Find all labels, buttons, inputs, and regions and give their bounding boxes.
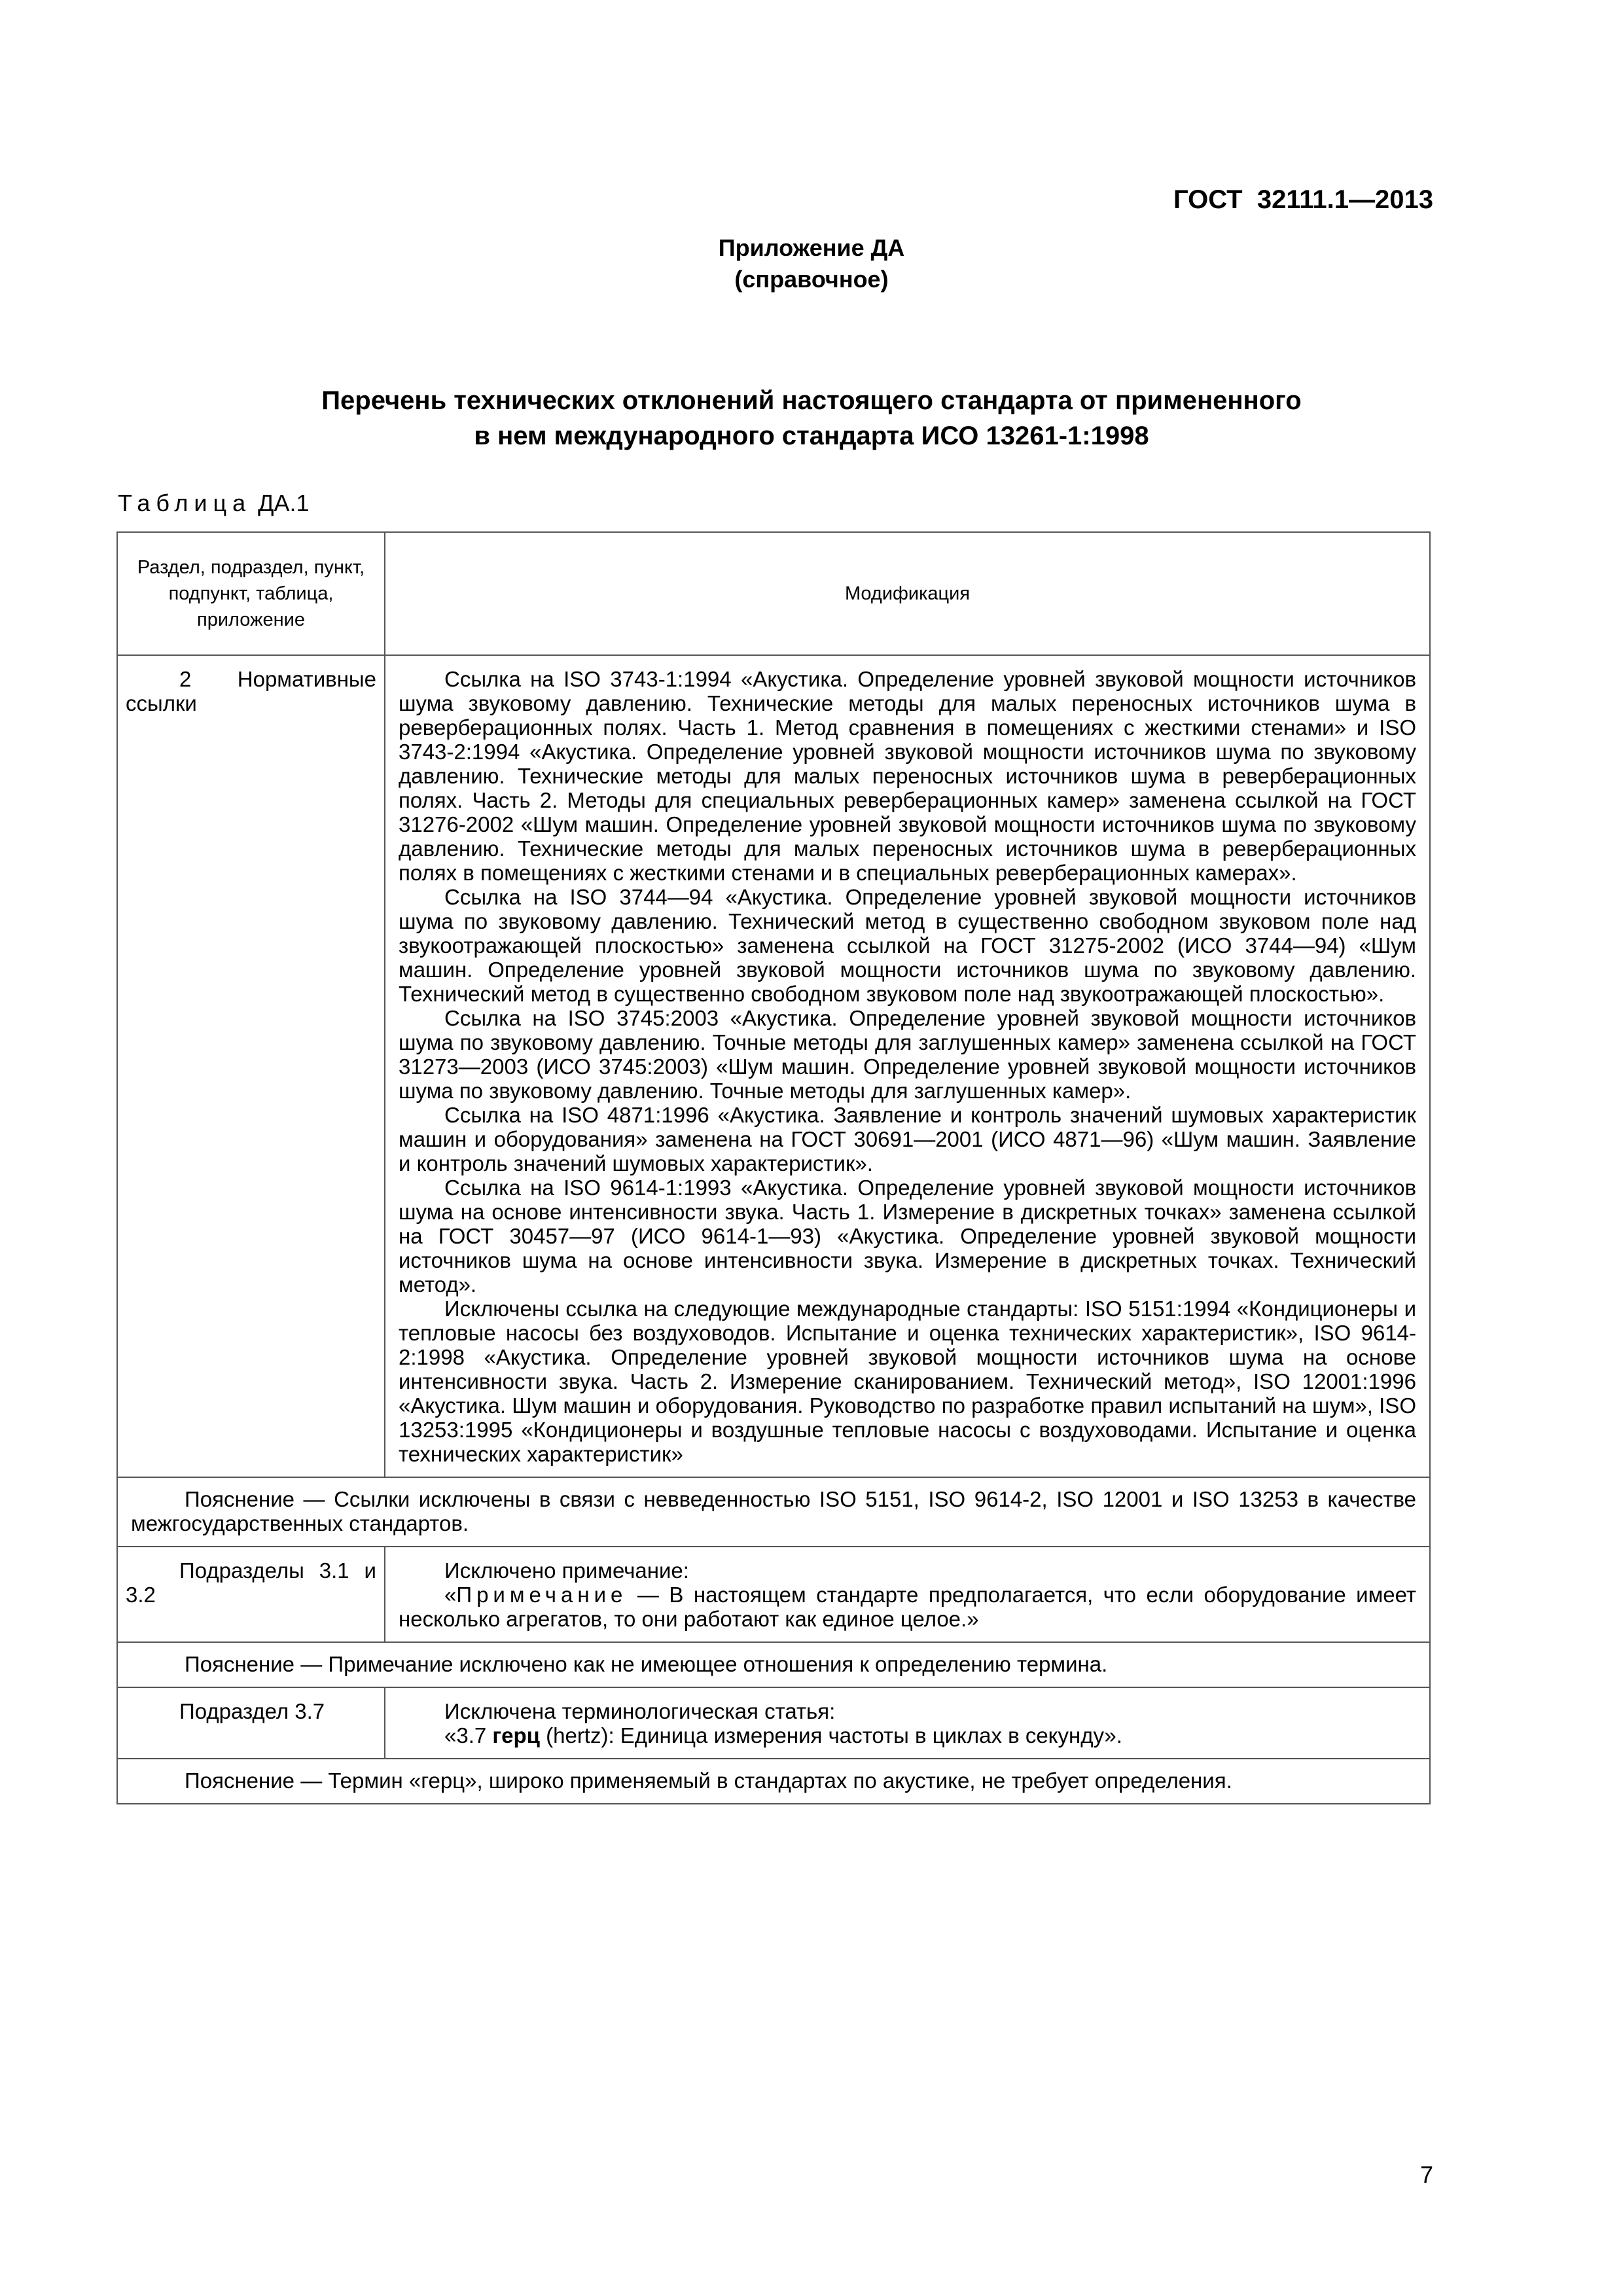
- table-caption-word: Таблица: [118, 490, 252, 516]
- table-caption: [118, 489, 310, 518]
- explanation-row: [117, 1477, 1430, 1547]
- page-title: [0, 383, 1623, 454]
- header-section-cell: [117, 532, 385, 655]
- table-header-row: [117, 532, 1430, 655]
- standard-code: ГОСТ 32111.1—2013: [1173, 185, 1433, 214]
- explanation-row: [117, 1759, 1430, 1804]
- explanation-row: [117, 1642, 1430, 1687]
- table-row: [117, 1687, 1430, 1759]
- section-cell: [117, 655, 385, 1477]
- modification-quote: [399, 1583, 1416, 1631]
- section-label: Подраздел 3.7: [179, 1699, 325, 1723]
- modification-cell: [385, 1687, 1430, 1759]
- explanation-text: Пояснение — Ссылки исключены в связи с невведенностью ISO 5151, ISO 9614-2, ISO 12001 и ISO 13253 в качестве межгосударственных стандартов.: [131, 1487, 1416, 1535]
- table-row: [117, 655, 1430, 1477]
- page-number: 7: [1419, 2161, 1433, 2188]
- section-label: Подразделы 3.1 и 3.2: [126, 1558, 376, 1607]
- section-cell: [117, 1547, 385, 1642]
- note-word: Примечание: [456, 1583, 628, 1607]
- modification-cell: [385, 655, 1430, 1477]
- deviation-table: [116, 531, 1431, 1804]
- term-definition: (hertz): Единица измерения частоты в циклах в секунду».: [539, 1723, 1122, 1748]
- modification-cell: [385, 1547, 1430, 1642]
- modification-paragraph: Ссылка на ISO 4871:1996 «Акустика. Заявление и контроль значений шумовых характеристик машин и оборудования» заменена на ГОСТ 30691—2001 (ИСО 4871—96) «Шум машин. Заявление и контроль значений шумовых характеристик».: [399, 1103, 1416, 1175]
- document-header: [1159, 156, 1433, 215]
- header-section-label: Раздел, подраздел, пункт, подпункт, таблица, приложение: [137, 557, 365, 630]
- explanation-cell: [117, 1477, 1430, 1547]
- page-title-line-2: в нем международного стандарта ИСО 13261-1:1998: [474, 422, 1149, 450]
- page-title-line-1: Перечень технических отклонений настоящего стандарта от примененного: [321, 386, 1302, 415]
- modification-paragraph: Исключены ссылка на следующие международные стандарты: ISO 5151:1994 «Кондиционеры и тепловые насосы без воздуховодов. Испытание и оценка технических характеристик», ISO 9614-2:1998 «Акустика. Определение уровней звуковой мощности источников шума на основе интенсивности звука. Часть 2. Измерение сканированием. Технический метод», ISO 12001:1996 «Акустика. Шум машин и оборудования. Руководство по разработке правил испытаний на шум», ISO 13253:1995 «Кондиционеры и воздушные тепловые насосы с воздуховодами. Испытание и оценка технических характеристик»: [399, 1297, 1416, 1466]
- explanation-text: Пояснение — Примечание исключено как не имеющее отношения к определению термина.: [185, 1652, 1108, 1676]
- explanation-cell: [117, 1642, 1430, 1687]
- modification-paragraph: Ссылка на ISO 3743-1:1994 «Акустика. Определение уровней звуковой мощности источников шума звуковому давлению. Технические методы для малых переносных источников шума в реверберационных полях. Часть 1. Метод сравнения в помещениях с жесткими стенами» и ISO 3743-2:1994 «Акустика. Определение уровней звуковой мощности источников шума по звуковому давлению. Технические методы для малых переносных источников шума в реверберационных полях. Часть 2. Методы для специальных реверберационных камер» заменена ссылкой на ГОСТ 31276-2002 «Шум машин. Определение уровней звуковой мощности источников шума по звуковому давлению. Технические методы для малых переносных источников шума в реверберационных полях в помещениях с жесткими стенами и в специальных реверберационных камерах».: [399, 667, 1416, 885]
- modification-paragraph: Ссылка на ISO 9614-1:1993 «Акустика. Определение уровней звуковой мощности источников шума на основе интенсивности звука. Часть 1. Измерение в дискретных точках» заменена ссылкой на ГОСТ 30457—97 (ИСО 9614-1—93) «Акустика. Определение уровней звуковой мощности источников шума на основе интенсивности звука. Измерение в дискретных точках. Технический метод».: [399, 1175, 1416, 1297]
- table-caption-number: ДА.1: [251, 490, 310, 516]
- quote-text: — В настоящем стандарте предполагается, что если оборудование имеет несколько агрегатов, то они работают как единое целое.»: [399, 1583, 1416, 1631]
- appendix-type: (справочное): [734, 266, 889, 293]
- quote-open-mark: «: [444, 1583, 457, 1607]
- header-modification-cell: [385, 532, 1430, 655]
- explanation-text: Пояснение — Термин «герц», широко применяемый в стандартах по акустике, не требует определения.: [185, 1768, 1232, 1793]
- modification-paragraph: Ссылка на ISO 3745:2003 «Акустика. Определение уровней звуковой мощности источников шума по звуковому давлению. Точные методы для заглушенных камер» заменена ссылкой на ГОСТ 31273—2003 (ИСО 3745:2003) «Шум машин. Определение уровней звуковой мощности источников шума по звуковому давлению. Точные методы для заглушенных камер».: [399, 1006, 1416, 1103]
- appendix-title: Приложение ДА: [718, 234, 905, 261]
- modification-term: [399, 1723, 1416, 1748]
- section-cell: [117, 1687, 385, 1759]
- term-prefix: «3.7: [444, 1723, 493, 1748]
- modification-intro: Исключена терминологическая статья:: [444, 1699, 836, 1723]
- modification-paragraph: Ссылка на ISO 3744—94 «Акустика. Определение уровней звуковой мощности источников шума по звуковому давлению. Технический метод в существенно свободном звуковом поле над звукоотражающей плоскостью» заменена ссылкой на ГОСТ 31275-2002 (ИСО 3744—94) «Шум машин. Определение уровней звуковой мощности источников шума по звуковому давлению. Технический метод в существенно свободном звуковом поле над звукоотражающей плоскостью».: [399, 885, 1416, 1006]
- header-modification-label: Модификация: [844, 583, 971, 604]
- modification-intro: Исключено примечание:: [444, 1558, 689, 1583]
- section-label: 2 Нормативные ссылки: [126, 667, 376, 715]
- explanation-cell: [117, 1759, 1430, 1804]
- appendix-heading: [0, 232, 1623, 295]
- table-row: [117, 1547, 1430, 1642]
- term-word: герц: [492, 1723, 540, 1748]
